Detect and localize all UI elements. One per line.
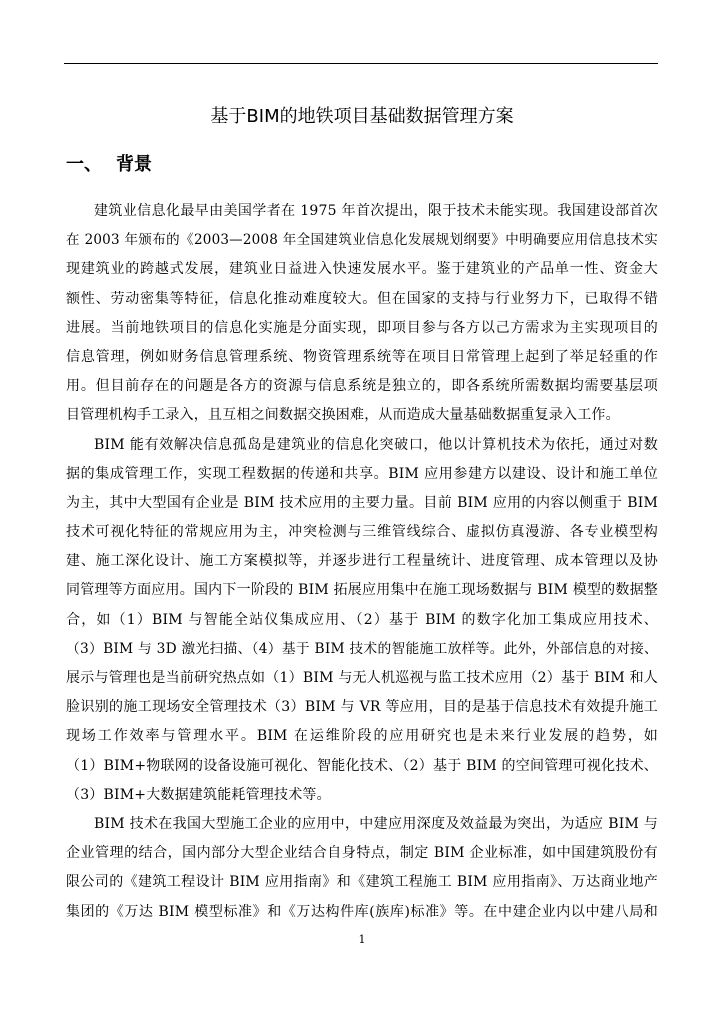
text-line: 企业管理的结合，国内部分大型企业结合自身特点，制定 BIM 企业标准，如中国建筑股份有 [66,845,658,862]
text-line: 集团的《万达 BIM 模型标准》和《万达构件库(族库)标准》等。在中建企业内以中建八局和 [66,903,658,920]
text-line: 为主，其中大型国有企业是 BIM 技术应用的主要力量。目前 BIM 应用的内容以侧重于 BIM [66,494,658,511]
header-rule [64,63,658,64]
text-line: （3）BIM+大数据建筑能耗管理技术等。 [66,786,331,803]
document-title: 基于BIM的地铁项目基础数据管理方案 [210,106,514,127]
section-heading [66,153,152,177]
text-line: 脸识别的施工现场安全管理技术（3）BIM 与 VR 等应用，目的是基于信息技术有效提升施工 [66,699,658,716]
text-line: 额性、劳动密集等特征，信息化推动难度较大。但在国家的支持与行业努力下，已取得不错 [66,290,658,307]
text-line: 信息管理，例如财务信息管理系统、物资管理系统等在项目日常管理上起到了举足轻重的作 [66,348,658,365]
text-line: 技术可视化特征的常规应用为主，冲突检测与三维管线综合、虚拟仿真漫游、各专业模型构 [66,524,658,541]
text-line: 在 2003 年颁布的《2003—2008 年全国建筑业信息化发展规划纲要》中明确要应用信息技术实 [66,232,658,249]
text-line: 限公司的《建筑工程设计 BIM 应用指南》和《建筑工程施工 BIM 应用指南》、万达商业地产 [66,874,658,891]
text-line: BIM 能有效解决信息孤岛是建筑业的信息化突破口，他以计算机技术为依托，通过对数 [94,436,658,453]
body-text [66,197,658,927]
text-line: 用。但目前存在的问题是各方的资源与信息系统是独立的，即各系统所需数据均需要基层项 [66,378,658,395]
text-line: BIM 技术在我国大型施工企业的应用中，中建应用深度及效益最为突出，为适应 BIM 与 [94,815,658,832]
text-line: 建、施工深化设计、施工方案模拟等，并逐步进行工程量统计、进度管理、成本管理以及协 [66,553,658,570]
section-title: 背景 [116,154,152,175]
text-line: （1）BIM+物联网的设备设施可视化、智能化技术、（2）基于 BIM 的空间管理可视化技术、 [66,757,658,774]
text-line: （3）BIM 与 3D 激光扫描、（4）基于 BIM 技术的智能施工放样等。此外，外部信息的对接、 [66,640,658,657]
page-number: 1 [358,933,366,946]
text-line: 现建筑业的跨越式发展，建筑业日益进入快速发展水平。鉴于建筑业的产品单一性、资金大 [66,261,658,278]
text-line: 同管理等方面应用。国内下一阶段的 BIM 拓展应用集中在施工现场数据与 BIM 模型的数据整 [66,582,658,599]
text-line: 进展。当前地铁项目的信息化实施是分面实现，即项目参与各方以己方需求为主实现项目的 [66,319,658,336]
text-line: 据的集成管理工作，实现工程数据的传递和共享。BIM 应用参建方以建设、设计和施工单位 [66,465,658,482]
text-line: 建筑业信息化最早由美国学者在 1975 年首次提出，限于技术未能实现。我国建设部首次 [94,203,658,219]
section-number: 一、 [66,154,102,175]
text-line: 展示与管理也是当前研究热点如（1）BIM 与无人机巡视与监工技术应用（2）基于 BIM 和人 [66,670,658,686]
text-line: 合，如（1）BIM 与智能全站仪集成应用、（2）基于 BIM 的数字化加工集成应用技术、 [66,611,658,628]
text-line: 目管理机构手工录入，且互相之间数据交换困难，从而造成大量基础数据重复录入工作。 [66,407,620,424]
text-line: 现场工作效率与管理水平。BIM 在运维阶段的应用研究也是未来行业发展的趋势，如 [66,728,658,745]
